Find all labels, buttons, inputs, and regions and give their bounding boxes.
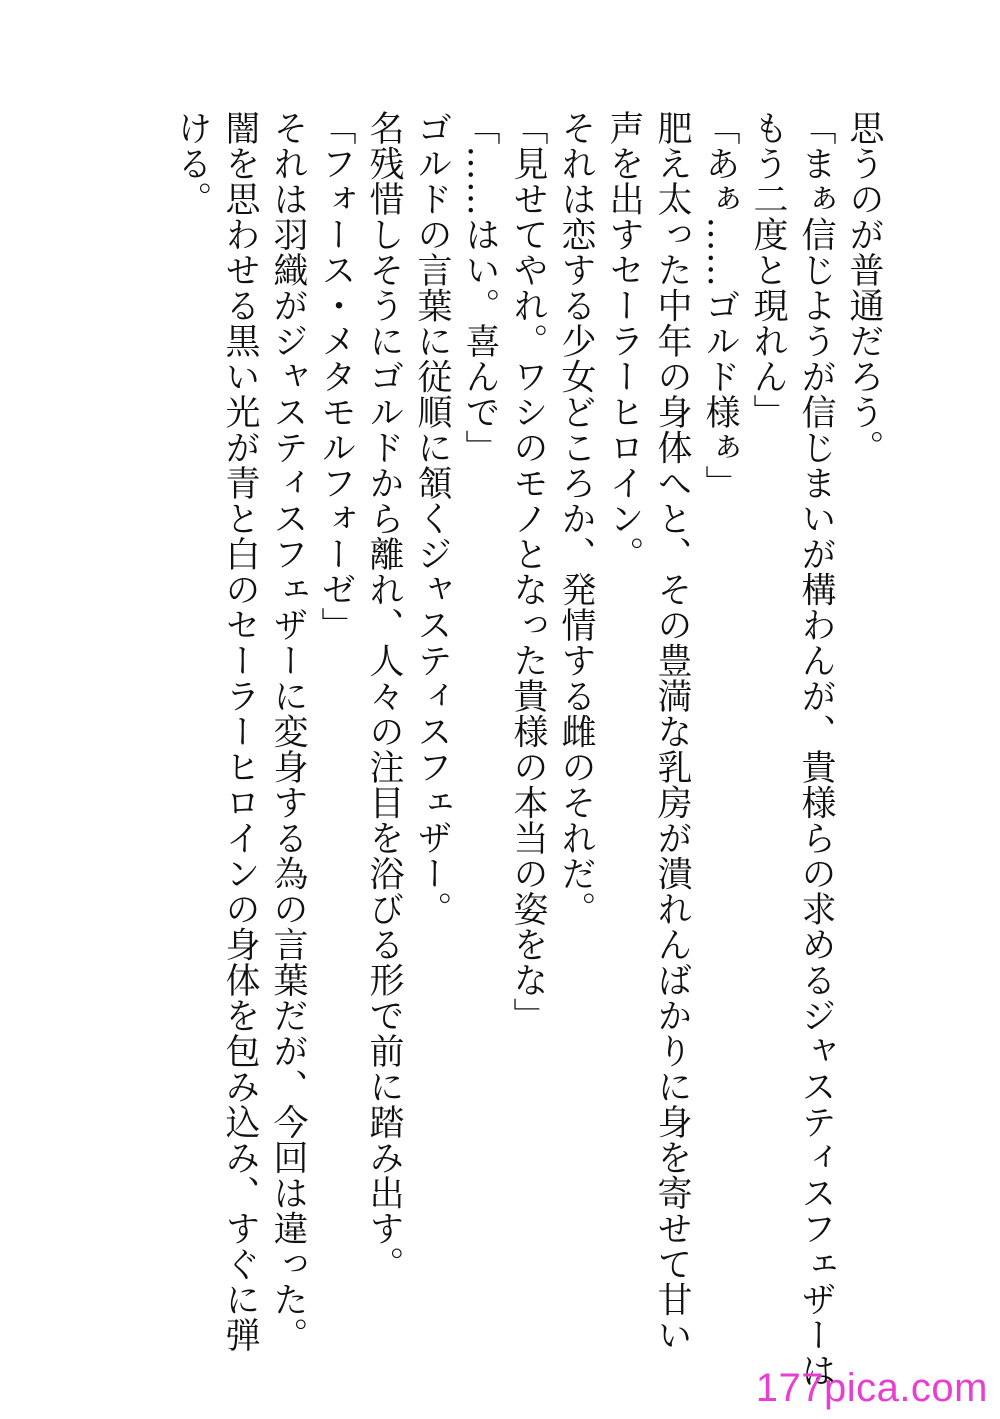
text-line: ゴルドの言葉に従順に頷くジャスティスフェザー。 xyxy=(412,110,452,927)
text-line: 「あぁ……ゴルド様ぁ」 xyxy=(700,110,740,501)
text-line: 「見せてやれ。ワシのモノとなった貴様の本当の姿をな」 xyxy=(508,110,548,1033)
text-line: 「まぁ信じようが信じまいが構わんが、貴様らの求めるジャスティスフェザーは xyxy=(796,110,836,1388)
text-line: 声を出すセーラーヒロイン。 xyxy=(604,110,644,572)
site-watermark: 177pica.com xyxy=(755,1366,988,1410)
text-line: それは恋する少女どころか、発情する雌のそれだ。 xyxy=(556,110,596,927)
text-line: 闇を思わせる黒い光が青と白のセーラーヒロインの身体を包み込み、すぐに弾 xyxy=(220,110,260,1353)
text-line: 「……はい。喜んで」 xyxy=(460,110,500,465)
text-line: 「フォース・メタモルフォーゼ」 xyxy=(316,110,356,643)
text-line: 名残惜しそうにゴルドから離れ、人々の注目を浴びる形で前に踏み出す。 xyxy=(364,110,404,1282)
text-line: もう二度と現れん」 xyxy=(748,110,788,430)
text-line: それは羽織がジャスティスフェザーに変身する為の言葉だが、今回は違った。 xyxy=(268,110,308,1353)
text-line: 思うのが普通だろう。 xyxy=(844,110,884,465)
text-line: ける。 xyxy=(172,110,212,217)
vertical-text-block xyxy=(168,110,888,1388)
text-line: 肥え太った中年の身体へと、その豊満な乳房が潰れんばかりに身を寄せて甘い xyxy=(652,110,692,1353)
